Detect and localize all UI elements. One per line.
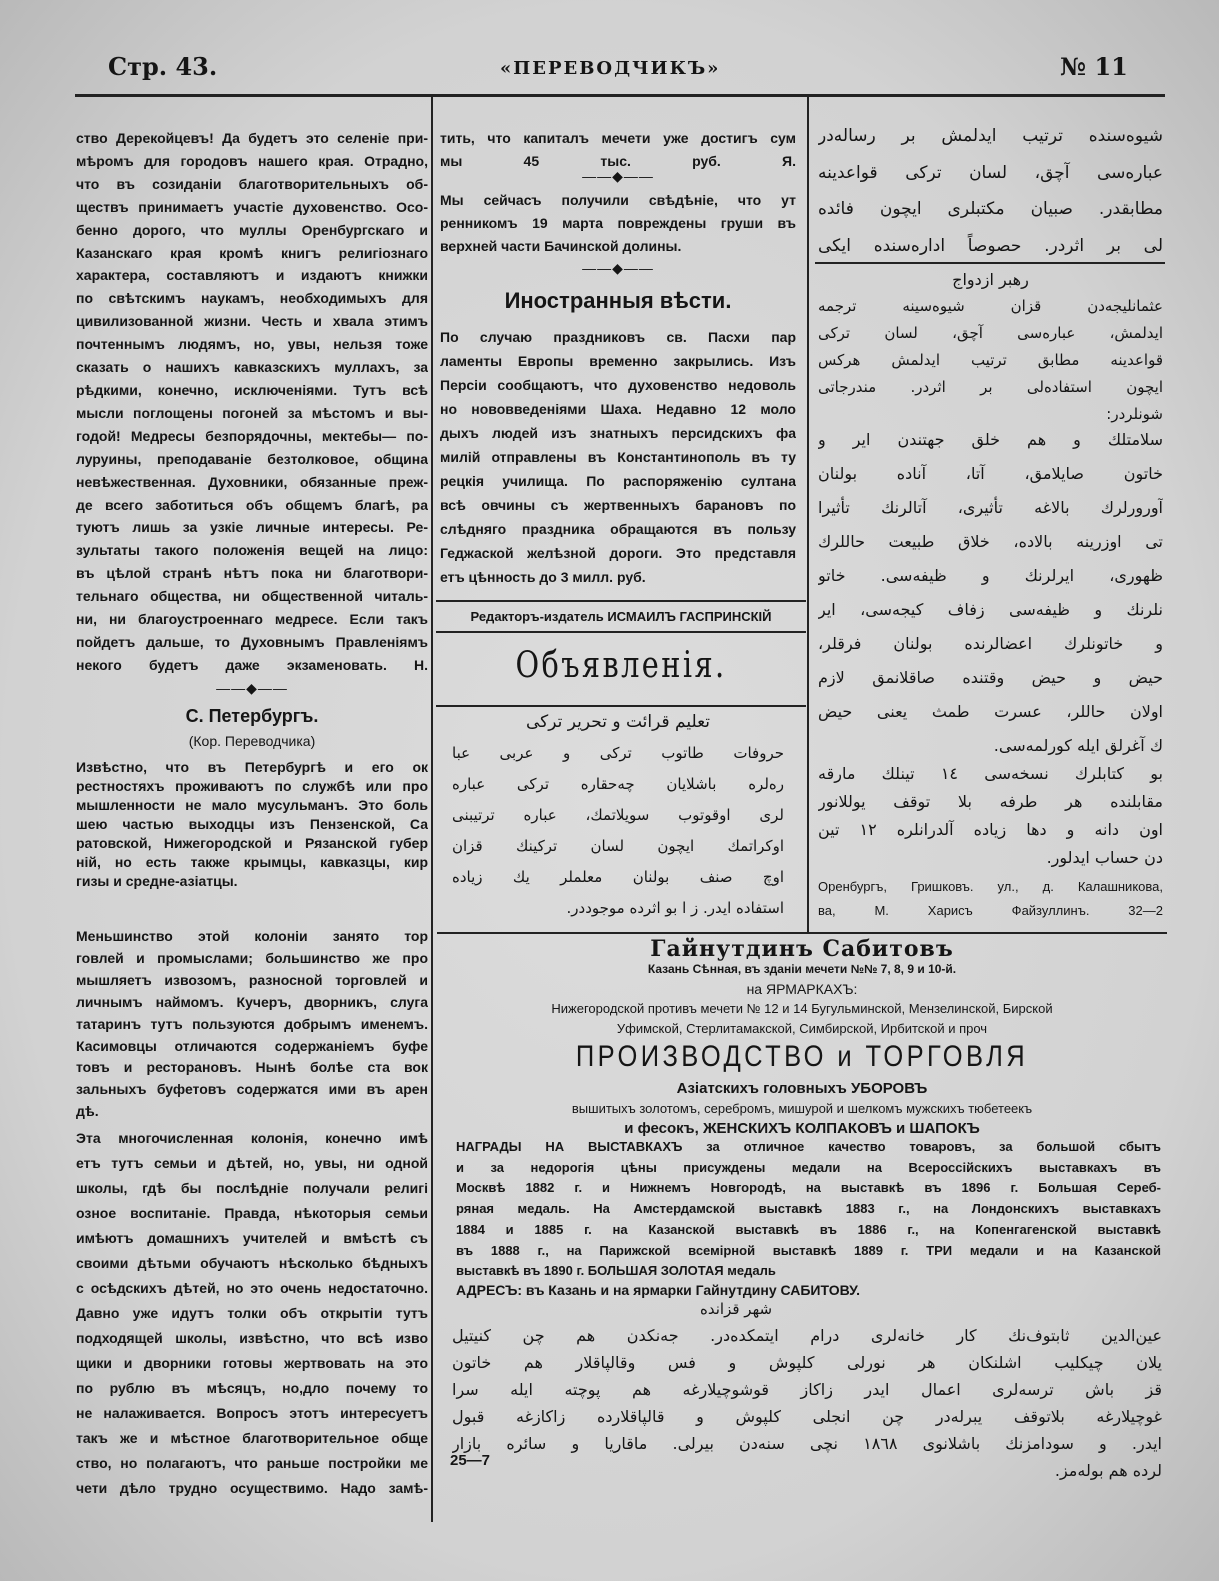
text-line: етъ тутъ семьи и дѣтей, но, увы, ни одной [76, 1155, 428, 1171]
text-line: рецкія училища. По распоряженію султана [440, 473, 796, 489]
text-line: حیض و حیض وقتندە صاقلانمق لازم [818, 668, 1163, 687]
awards-text [456, 1137, 1161, 1282]
text-line: ва, М. Харисъ Файзуллинъ. 32—2 [818, 903, 1163, 918]
text-line: етъ цѣнность до 3 милл. руб. [440, 569, 646, 585]
section-title: Иностранныя вѣсти. [504, 288, 732, 313]
ads-heading: Объявленія. [515, 645, 727, 686]
text-line: сказать о нашихъ кавказскихъ муллахъ, за [76, 359, 428, 376]
text-line: و خاتونلرك اعضالرندە بولنان فرقلر، [818, 634, 1163, 653]
text-line: с осѣдскихъ дѣтей, но это очень недостаточно. [76, 1280, 428, 1296]
text-line: ایدر. و سودامزنك باشلانوی ١٨٦٨ نچی سنەدن بیرلی. ماقاریا و سائرە بازار [452, 1434, 1162, 1453]
text-line: رەلرە باشلایان چەحقارە تركى عبارە [452, 775, 784, 793]
merchant-name: Гайнутдинъ Сабитовъ [650, 936, 954, 962]
text-line: де всего заботиться объ общемъ благѣ, ра [76, 496, 428, 513]
text-line: мышляетъ извозомъ, разносной торговлей и [76, 971, 428, 988]
text-line: въ цѣлой странѣ нѣтъ пока ни благотвори- [76, 565, 428, 582]
ornament-divider: ——◆—— [582, 260, 654, 276]
ad-code: 25—7 [450, 1452, 491, 1469]
ornament-divider: ——◆—— [216, 680, 288, 696]
text-line: ایدلمش، عبارەسی آچق، لسان ترکی [818, 324, 1163, 342]
ad-line: на ЯРМАРКАХЪ: [746, 981, 858, 997]
text-line: مطابقدر. صبیان مکتبلری ایچون فائدە [818, 199, 1163, 220]
text-line: тельнаго общества, ни общественной читаль- [76, 588, 428, 605]
text-line: озное воспитаніе. Правда, нѣкоторыя семьи [76, 1205, 428, 1221]
text-line: Оренбургъ, Гришковъ. ул., д. Калашникова, [818, 879, 1163, 894]
text-line: Казанскаго края кромѣ книгъ религіознаго [76, 244, 428, 261]
text-line: невѣжественная. Духовники, обязанные преж- [76, 473, 428, 490]
text-line: ظهوری، ایرلرنك و ظیفەسی. خاتو [818, 566, 1163, 585]
ad-line: Нижегородской противъ мечети № 12 и 14 Бугульминской, Мензелинской, Бирской [551, 1001, 1053, 1016]
article-dereköy [76, 127, 428, 677]
issue-number: № 11 [1060, 52, 1128, 81]
ad-address [818, 875, 1163, 923]
newspaper-title: «ПЕРЕВОДЧИКЪ» [500, 58, 721, 79]
article-paragraph [440, 127, 796, 173]
text-line: سلامتلك و هم خلق جهتندن ایر و [818, 430, 1163, 449]
text-line: бенно дорого, что муллы Оренбургскаго и [76, 221, 428, 238]
text-line: говлей и промыслами; большинство же про [76, 949, 428, 966]
text-line: غوچیلارغە بلاتوقف یبرلەدر چن انجلی کلپوش و قالپاقلاردە زاکازغە قبول [452, 1407, 1162, 1426]
ornament-divider: ——◆—— [582, 168, 654, 184]
text-line: слѣдняго праздника обращаются въ пользу [440, 521, 796, 537]
text-line: зультаты такого положенія вещей на лицо: [76, 542, 428, 559]
text-line: мышленности не мало мусульманъ. Это боль [76, 797, 428, 813]
text-line: пойдетъ дальше, то Духовнымъ Правленіямъ [76, 633, 428, 650]
text-line: цивилизованной жизни. Честь и хвала этимъ [76, 313, 428, 330]
column-divider [807, 97, 809, 932]
text-line: дыхъ людей изъ знатныхъ персидскихъ фа [440, 425, 796, 441]
text-line: по рублю въ мѣсяцъ, но,дло почему то [76, 1380, 428, 1396]
text-line: قواعدینە مطابق ترتیب ایدلمش هرکس [818, 351, 1163, 369]
text-line: اون دانە و دها زيادە آلدرانلرە ١٢ تين [818, 820, 1163, 839]
text-line: استفاده ايدر. ز ا بو اثردە موجوددر. [566, 899, 784, 917]
text-line: мы 45 тыс. руб. Я. [440, 153, 796, 169]
text-line: ществъ принимаетъ участіе духовенство. Осо- [76, 198, 428, 215]
rule [436, 600, 806, 602]
arabic-paragraph [818, 118, 1163, 265]
ad-line: Азіатскихъ головныхъ УБОРОВЪ [676, 1080, 928, 1097]
article-paragraph [76, 926, 428, 1123]
text-line: мысли поглощены погоней за мѣстомъ и вы- [76, 404, 428, 421]
text-line: مقابلندە هر طرفە بلا توقف يوللانور [818, 792, 1163, 811]
article-paragraph [76, 758, 428, 891]
text-line: верхней части Бачинской долины. [440, 238, 682, 254]
text-line: ній, но есть также крымцы, кавказцы, кир [76, 854, 428, 870]
text-line: ламенты Европы временно закрылись. Изъ [440, 353, 796, 369]
text-line: اوچ صنف بولنان معلملر يك زياده [452, 868, 784, 886]
text-line: всѣ овчины съ жертвенныхъ барановъ по [440, 497, 796, 513]
text-line: мѣромъ для городовъ нашего края. Отрадно, [76, 152, 428, 169]
arabic-paragraph [818, 760, 1163, 872]
text-line: دن حساب ايدلور. [1046, 848, 1163, 867]
arabic-paragraph [818, 293, 1163, 428]
section-title: С. Петербургъ. [185, 706, 319, 726]
text-line: Касимовцы отличаются содержаніемъ буфе [76, 1037, 428, 1054]
text-line: عثمانلیجەدن قزان شیوەسینە ترجمە [818, 297, 1163, 315]
text-line: годой! Медресы безпорядочны, мектебы— по- [76, 427, 428, 444]
ad-line: и фесокъ, ЖЕНСКИХЪ КОЛПАКОВЪ и ШАПОКЪ [624, 1120, 980, 1137]
text-line: шею частью выходцы изъ Пензенской, Са [76, 816, 428, 832]
text-line: зальныхъ буфетовъ содержатся ими въ арен [76, 1081, 428, 1098]
text-line: ратовской, Нижегородской и Рязанской губер [76, 835, 428, 851]
text-line: Мы сейчасъ получили свѣдѣніе, что ут [440, 192, 796, 208]
ad-line: Уфимской, Стерлитамакской, Симбирской, Ирбитской и проч [616, 1021, 988, 1036]
text-line: рестностяхъ проживаютъ по службѣ или про [76, 778, 428, 794]
text-line: что въ созиданіи благотворительныхъ об- [76, 175, 428, 192]
ad-text [452, 1322, 1162, 1484]
text-line: اولان حاللر، عسرت طمث یعنی حیض [818, 702, 1163, 721]
text-line: гизы и средне-азіатцы. [76, 873, 238, 889]
text-line: لرى اوقوتوب سويلاتمك، عبارە ترتيبنى [452, 806, 784, 824]
text-line: щики и дворники готовы жертвовать на это [76, 1355, 428, 1371]
text-line: подходящей школы, извѣстно, что всѣ изво [76, 1330, 428, 1346]
text-line: Геджаской желѣзной дороги. Это представля [440, 545, 796, 561]
text-line: حروفات طاتوب تركى و عربى عبا [452, 744, 784, 762]
text-line: آورورلرك بالاغە تأثیری، آتالرنك تأثیرا [818, 498, 1163, 517]
editor-line: Редакторъ-издатель ИСМАИЛЪ ГАСПРИНСКІЙ [470, 609, 772, 624]
text-line: تی اوزرینە بالادە، خلاق طبیعت حاللرك [818, 532, 1163, 551]
ad-title: رهبر ازدواج [952, 270, 1029, 289]
text-line: характера, составляютъ и издаютъ книжки [76, 267, 428, 284]
text-line: قز باش ترسەلری اعمال ایدر زاکاز قوشوچیلارغە هم پوچتە ایلە سرا [452, 1380, 1162, 1399]
text-line: Эта многочисленная колонія, конечно имѣ [76, 1130, 428, 1146]
text-line: По случаю праздниковъ св. Пасхи пар [440, 329, 796, 345]
ad-line: вышитыхъ золотомъ, серебромъ, мишурой и шелкомъ мужскихъ тюбетеекъ [571, 1101, 1033, 1116]
text-line: شونلردر: [1106, 405, 1163, 423]
text-line: ренникомъ 19 марта повреждены груши въ [440, 215, 796, 231]
ad-title: تعلیم قرائت و تحریر ترکی [525, 712, 711, 732]
text-line: نلرنك و ظیفەسی زفاف کیجەسی، ایر [818, 600, 1163, 619]
text-line: въ 1888 г., на Парижской всемірной выставкѣ 1889 г. ТРИ медали и на Казанской [456, 1242, 1161, 1258]
text-line: не налаживается. Вопросъ этотъ интересуетъ [76, 1405, 428, 1421]
text-line: خاتون صایلامق، آتا، آنادە بولنان [818, 464, 1163, 483]
text-line: но нововведеніями Шаха. Недавно 12 моло [440, 401, 796, 417]
text-line: милій отправлены въ Константинополь въ ту [440, 449, 796, 465]
text-line: по свѣтскимъ наукамъ, необходимыхъ для [76, 290, 428, 307]
ad-address: АДРЕСЪ: въ Казань и на ярмарки Гайнутдину САБИТОВУ. [456, 1282, 861, 1298]
text-line: ни, ни благоустроеннаго медресе. Если такъ [76, 611, 428, 628]
text-line: чети дѣло трудно осуществимо. Надо замѣ- [76, 1480, 428, 1496]
text-line: туютъ лишь за узкіе личные интересы. Ре- [76, 519, 428, 536]
text-line: Москвѣ 1882 г. и Нижнемъ Новгородѣ, на выставкѣ въ 1896 г. Большая Сереб- [456, 1180, 1161, 1196]
text-line: тить, что капиталъ мечети уже достигъ сум [440, 130, 796, 146]
column-divider [431, 97, 433, 1522]
text-line: لی بر اثردر. حصوصاً ادارەسندە ایکی [818, 236, 1163, 257]
text-line: ایچون استفادەلی بر اثردر. مندرجاتی [818, 378, 1163, 396]
news-item [440, 189, 796, 258]
text-line: Давно уже идутъ толки объ открытіи тутъ [76, 1305, 428, 1321]
text-line: اوكراتمك ایچون لسان تركینك قزان [452, 837, 784, 855]
foreign-news [440, 325, 796, 589]
text-line: такъ же и мѣстное благотворительное обще [76, 1430, 428, 1446]
text-line: Меньшинство этой колоніи занято тор [76, 928, 428, 944]
text-line: یلان چیکلیب اشلنکان هر نورلی کلپوش و فس وقالپاقلار هم خاتون [452, 1353, 1162, 1372]
text-line: татаринъ тутъ пользуются добрымъ именемъ. [76, 1015, 428, 1032]
header-rule [75, 94, 1165, 97]
text-line: لردە هم بولەمز. [1054, 1461, 1162, 1480]
ad-text [452, 738, 784, 924]
text-line: بو کتابلرك نسخەسی ١٤ تینلك مارقە [818, 764, 1163, 783]
text-line: عبارەسی آچق، لسان ترکی قواعدینە [818, 162, 1163, 183]
rule [815, 262, 1165, 264]
text-line: луруины, преподаваніе безтолковое, община [76, 450, 428, 467]
rule [436, 705, 806, 707]
text-line: некого будетъ даже экзаменовать. Н. [76, 656, 428, 673]
text-line: 1884 и 1885 г. на Казанской выставкѣ въ 1886 г., на Копенгагенской выставкѣ [456, 1221, 1161, 1237]
text-line: عین‌الدین ثابتوف‌نك کار خانەلری درام ایتمکدەدر. جەنکدن هم چن کنیتیل [452, 1326, 1162, 1345]
text-line: ряная медаль. На Амстердамской выставкѣ 1883 г., на Лондонскихъ выставкахъ [456, 1201, 1161, 1217]
text-line: товъ и ресторановъ. Нынѣ болѣе ста вок [76, 1059, 428, 1076]
rule [436, 631, 806, 633]
text-line: ك آغرلق ایلە کورلمەسی. [993, 736, 1163, 755]
text-line: дѣ. [76, 1103, 99, 1120]
text-line: ство, но полагаютъ, что раньше постройки ме [76, 1455, 428, 1471]
text-line: своими дѣтьми обучаютъ нѣсколько бѣдныхъ [76, 1255, 428, 1271]
text-line: ство Дерекойцевъ! Да будетъ это селеніе при- [76, 130, 428, 146]
text-line: личнымъ наймомъ. Кучеръ, дворникъ, слуга [76, 993, 428, 1010]
text-line: почтеннымъ людямъ, но, увы, нельзя тоже [76, 336, 428, 353]
article-paragraph [76, 1126, 428, 1501]
ad-title: شهر قزانده [700, 1300, 773, 1318]
text-line: рѣдкими, конечно, исключеніями. Тутъ всѣ [76, 381, 428, 398]
page-number: Стр. 43. [108, 52, 218, 81]
rule [437, 932, 1167, 934]
arabic-paragraph [818, 423, 1163, 763]
ad-headline: ПРОИЗВОДСТВО и ТОРГОВЛЯ [575, 1040, 1029, 1073]
ad-line: Казань Сѣнная, въ зданіи мечети №№ 7, 8, 9 и 10-й. [647, 962, 957, 976]
text-line: شیوەسنده ترتیب ایدلمش بر رسالەدر [818, 126, 1163, 146]
text-line: Персіи сообщаютъ, что духовенство недоволь [440, 377, 796, 393]
text-line: и за недорогія цѣны присуждены медали на Всероссійскихъ выставкахъ въ [456, 1159, 1161, 1175]
text-line: НАГРАДЫ НА ВЫСТАВКАХЪ за отличное качество товаровъ, за большой сбытъ [456, 1139, 1161, 1154]
text-line: выставкѣ въ 1890 г. БОЛЬШАЯ ЗОЛОТАЯ медаль [456, 1263, 776, 1279]
section-subtitle: (Кор. Переводчика) [188, 733, 316, 749]
text-line: Извѣстно, что въ Петербургѣ и его ок [76, 759, 428, 775]
text-line: имѣютъ домашнихъ учителей и вмѣстѣ съ [76, 1230, 428, 1246]
text-line: школы, гдѣ бы послѣдніе получали религі [76, 1180, 428, 1196]
